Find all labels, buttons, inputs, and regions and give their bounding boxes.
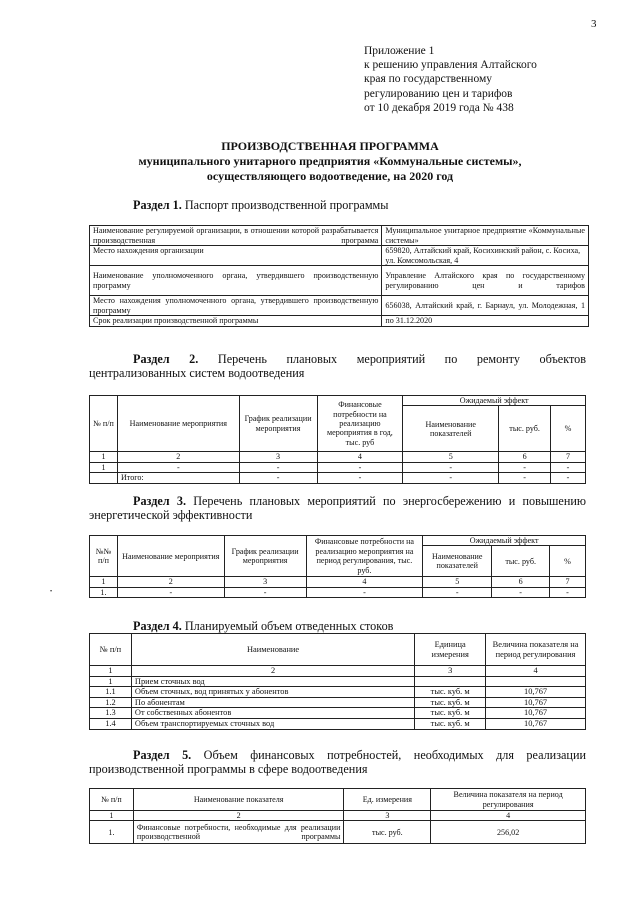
header-num: № п/п bbox=[90, 634, 132, 666]
table-cell: 659820, Алтайский край, Косихинский район, с. Косиха, ул. Комсомольская, 4 bbox=[382, 246, 589, 266]
section3-table bbox=[89, 535, 586, 598]
section1-title: Паспорт производственной программы bbox=[184, 198, 389, 212]
table-cell: 4 bbox=[431, 811, 586, 821]
table-cell: - bbox=[551, 473, 586, 483]
table-cell: 6 bbox=[492, 577, 550, 587]
header-name: Наименование мероприятия bbox=[117, 396, 239, 452]
table-cell: 1 bbox=[90, 666, 132, 677]
table-cell: Управление Алтайского края по государственному регулированию цен и тарифов bbox=[382, 266, 589, 296]
header-name: Наименование мероприятия bbox=[117, 536, 224, 577]
table-cell: 256,02 bbox=[431, 821, 586, 844]
table-cell: тыс. куб. м bbox=[415, 687, 486, 698]
header-indicators: Наименование показателей bbox=[423, 546, 492, 577]
section5-table bbox=[89, 788, 586, 844]
section1-label: Раздел 1. bbox=[133, 198, 182, 212]
header-finance: Финансовые потребности на реализацию мероприятия на период регулирования, тыс. руб. bbox=[306, 536, 423, 577]
header-num: № п/п bbox=[90, 396, 118, 452]
table-row bbox=[90, 226, 589, 246]
table-cell: - bbox=[499, 473, 551, 483]
table-cell bbox=[90, 473, 118, 483]
table-cell: - bbox=[551, 462, 586, 472]
title-line-3: осуществляющего водоотведение, на 2020 год bbox=[206, 169, 454, 183]
table-cell: 1 bbox=[90, 811, 134, 821]
table-cell: - bbox=[317, 473, 403, 483]
section4-table bbox=[89, 633, 586, 730]
table-cell: 2 bbox=[133, 811, 344, 821]
section5-label: Раздел 5. bbox=[133, 748, 192, 762]
header-rub: тыс. руб. bbox=[492, 546, 550, 577]
table-cell: - bbox=[550, 587, 586, 597]
table-row bbox=[90, 821, 586, 844]
header-schedule: График реализации мероприятия bbox=[224, 536, 306, 577]
table-cell: 1.1 bbox=[90, 687, 132, 698]
header-rub: тыс. руб. bbox=[499, 406, 551, 452]
header-effect: Ожидаемый эффект bbox=[423, 536, 586, 546]
table-row bbox=[90, 316, 589, 327]
table-cell: - bbox=[499, 462, 551, 472]
column-number-row bbox=[90, 811, 586, 821]
table-cell: 5 bbox=[403, 452, 499, 462]
table-row bbox=[90, 718, 586, 729]
table-cell: 10,767 bbox=[486, 708, 586, 719]
table-cell: 4 bbox=[486, 666, 586, 677]
table-cell: 3 bbox=[239, 452, 317, 462]
table-cell: 7 bbox=[551, 452, 586, 462]
section5-heading-line2: производственной программы в сфере водоотведения bbox=[89, 762, 368, 776]
table-cell: - bbox=[117, 462, 239, 472]
header-indicators: Наименование показателей bbox=[403, 406, 499, 452]
table-row bbox=[90, 462, 586, 472]
table-cell: - bbox=[239, 473, 317, 483]
section4-heading bbox=[133, 619, 393, 634]
table-cell: Место нахождения уполномоченного органа, утвердившего производственную программу bbox=[90, 296, 382, 316]
appendix-note bbox=[364, 44, 594, 115]
table-cell: 1.3 bbox=[90, 708, 132, 719]
table-cell: 1.2 bbox=[90, 697, 132, 708]
page-number: 3 bbox=[591, 18, 597, 30]
table-cell: - bbox=[224, 587, 306, 597]
header-unit: Ед. измерения bbox=[344, 789, 431, 811]
table-cell: 1 bbox=[90, 452, 118, 462]
table-cell: 2 bbox=[131, 666, 414, 677]
table-cell: 656038, Алтайский край, г. Барнаул, ул. Молодежная, 1 bbox=[382, 296, 589, 316]
table-cell: От собственных абонентов bbox=[131, 708, 414, 719]
table-cell: Итого: bbox=[117, 473, 239, 483]
table-cell: - bbox=[403, 473, 499, 483]
table-cell: Срок реализации производственной программы bbox=[90, 316, 382, 327]
header-num: № п/п bbox=[90, 789, 134, 811]
table-cell: 3 bbox=[415, 666, 486, 677]
table-cell: 4 bbox=[306, 577, 423, 587]
table-row bbox=[90, 296, 589, 316]
table-cell: тыс. куб. м bbox=[415, 718, 486, 729]
table-cell: Наименование регулируемой организации, в отношении которой разрабатывается производственная программа bbox=[90, 226, 382, 246]
table-row bbox=[90, 587, 586, 597]
table-cell: 2 bbox=[117, 577, 224, 587]
section2-heading-line2: централизованных систем водоотведения bbox=[89, 366, 305, 380]
table-cell: 3 bbox=[224, 577, 306, 587]
scan-speck: • bbox=[50, 589, 53, 595]
table-cell: Наименование уполномоченного органа, утвердившего производственную программу bbox=[90, 266, 382, 296]
header-pct: % bbox=[550, 546, 586, 577]
table-row bbox=[90, 676, 586, 687]
table-cell: 4 bbox=[317, 452, 403, 462]
table-cell: 2 bbox=[117, 452, 239, 462]
table-cell: Объем сточных, вод принятых у абонентов bbox=[131, 687, 414, 698]
table-cell bbox=[415, 676, 486, 687]
table-row bbox=[90, 246, 589, 266]
table-cell: тыс. куб. м bbox=[415, 697, 486, 708]
table-header-row bbox=[90, 396, 586, 406]
table-cell: тыс. руб. bbox=[344, 821, 431, 844]
table-row bbox=[90, 687, 586, 698]
table-cell: - bbox=[306, 587, 423, 597]
header-value: Величина показателя на период регулирования bbox=[431, 789, 586, 811]
appendix-line: Приложение 1 bbox=[364, 45, 435, 57]
table-cell: Финансовые потребности, необходимые для реализации производственной программы bbox=[133, 821, 344, 844]
table-cell: 10,767 bbox=[486, 697, 586, 708]
table-header-row bbox=[90, 536, 586, 546]
table-row bbox=[90, 473, 586, 483]
column-number-row bbox=[90, 577, 586, 587]
table-header-row bbox=[90, 789, 586, 811]
table-row bbox=[90, 708, 586, 719]
appendix-line: регулированию цен и тарифов bbox=[364, 87, 513, 100]
section3-heading-line2: энергетической эффективности bbox=[89, 508, 253, 522]
header-finance: Финансовые потребности на реализацию мероприятия в год, тыс. руб bbox=[317, 396, 403, 452]
table-cell: 10,767 bbox=[486, 718, 586, 729]
header-name: Наименование bbox=[131, 634, 414, 666]
table-cell: 3 bbox=[344, 811, 431, 821]
section5-heading-line1: Раздел 5. Объем финансовых потребностей, необходимых для реализации bbox=[133, 748, 586, 762]
section1-heading bbox=[133, 198, 388, 213]
table-cell bbox=[486, 676, 586, 687]
section2-label: Раздел 2. bbox=[133, 352, 199, 366]
header-effect: Ожидаемый эффект bbox=[403, 396, 586, 406]
table-cell: 1.4 bbox=[90, 718, 132, 729]
table-cell: Место нахождения организации bbox=[90, 246, 382, 266]
table-cell: - bbox=[239, 462, 317, 472]
document-title bbox=[60, 139, 600, 184]
section4-title: Планируемый объем отведенных стоков bbox=[184, 619, 394, 633]
table-cell: тыс. куб. м bbox=[415, 708, 486, 719]
appendix-line: от 10 декабря 2019 года № 438 bbox=[364, 101, 514, 114]
table-cell: 7 bbox=[550, 577, 586, 587]
section3-heading-line1: Раздел 3. Перечень плановых мероприятий по энергосбережению и повышению bbox=[133, 494, 586, 508]
appendix-line: к решению управления Алтайского bbox=[364, 59, 537, 72]
section2-heading-line1: Раздел 2. Перечень плановых мероприятий по ремонту объектов bbox=[133, 352, 586, 366]
table-cell: 5 bbox=[423, 577, 492, 587]
header-schedule: График реализации мероприятия bbox=[239, 396, 317, 452]
table-cell: По абонентам bbox=[131, 697, 414, 708]
table-cell: - bbox=[492, 587, 550, 597]
table-cell: Прием сточных вод bbox=[131, 676, 414, 687]
table-cell: 1 bbox=[90, 676, 132, 687]
section3-label: Раздел 3. bbox=[133, 494, 186, 508]
table-cell: Объем транспортируемых сточных вод bbox=[131, 718, 414, 729]
title-line-1: ПРОИЗВОДСТВЕННАЯ ПРОГРАММА bbox=[221, 139, 439, 153]
section1-table bbox=[89, 225, 589, 327]
table-cell: 1. bbox=[90, 821, 134, 844]
table-row bbox=[90, 266, 589, 296]
table-cell: - bbox=[423, 587, 492, 597]
table-cell: по 31.12.2020 bbox=[382, 316, 589, 327]
appendix-line: края по государственному bbox=[364, 73, 492, 86]
table-cell: 6 bbox=[499, 452, 551, 462]
table-cell: - bbox=[117, 587, 224, 597]
table-row bbox=[90, 697, 586, 708]
section2-table bbox=[89, 395, 586, 484]
header-name: Наименование показателя bbox=[133, 789, 344, 811]
column-number-row bbox=[90, 666, 586, 677]
table-header-row bbox=[90, 634, 586, 666]
table-cell: 1 bbox=[90, 462, 118, 472]
column-number-row bbox=[90, 452, 586, 462]
table-cell: 1 bbox=[90, 577, 118, 587]
title-line-2: муниципального унитарного предприятия «Коммунальные системы», bbox=[138, 154, 522, 168]
table-cell: Муниципальное унитарное предприятие «Коммунальные системы» bbox=[382, 226, 589, 246]
header-value: Величина показателя на период регулирования bbox=[486, 634, 586, 666]
table-cell: - bbox=[403, 462, 499, 472]
table-cell: 1. bbox=[90, 587, 118, 597]
table-cell: - bbox=[317, 462, 403, 472]
header-pct: % bbox=[551, 406, 586, 452]
header-num: №№ п/п bbox=[90, 536, 118, 577]
section4-label: Раздел 4. bbox=[133, 619, 182, 633]
table-cell: 10,767 bbox=[486, 687, 586, 698]
header-unit: Единица измерения bbox=[415, 634, 486, 666]
